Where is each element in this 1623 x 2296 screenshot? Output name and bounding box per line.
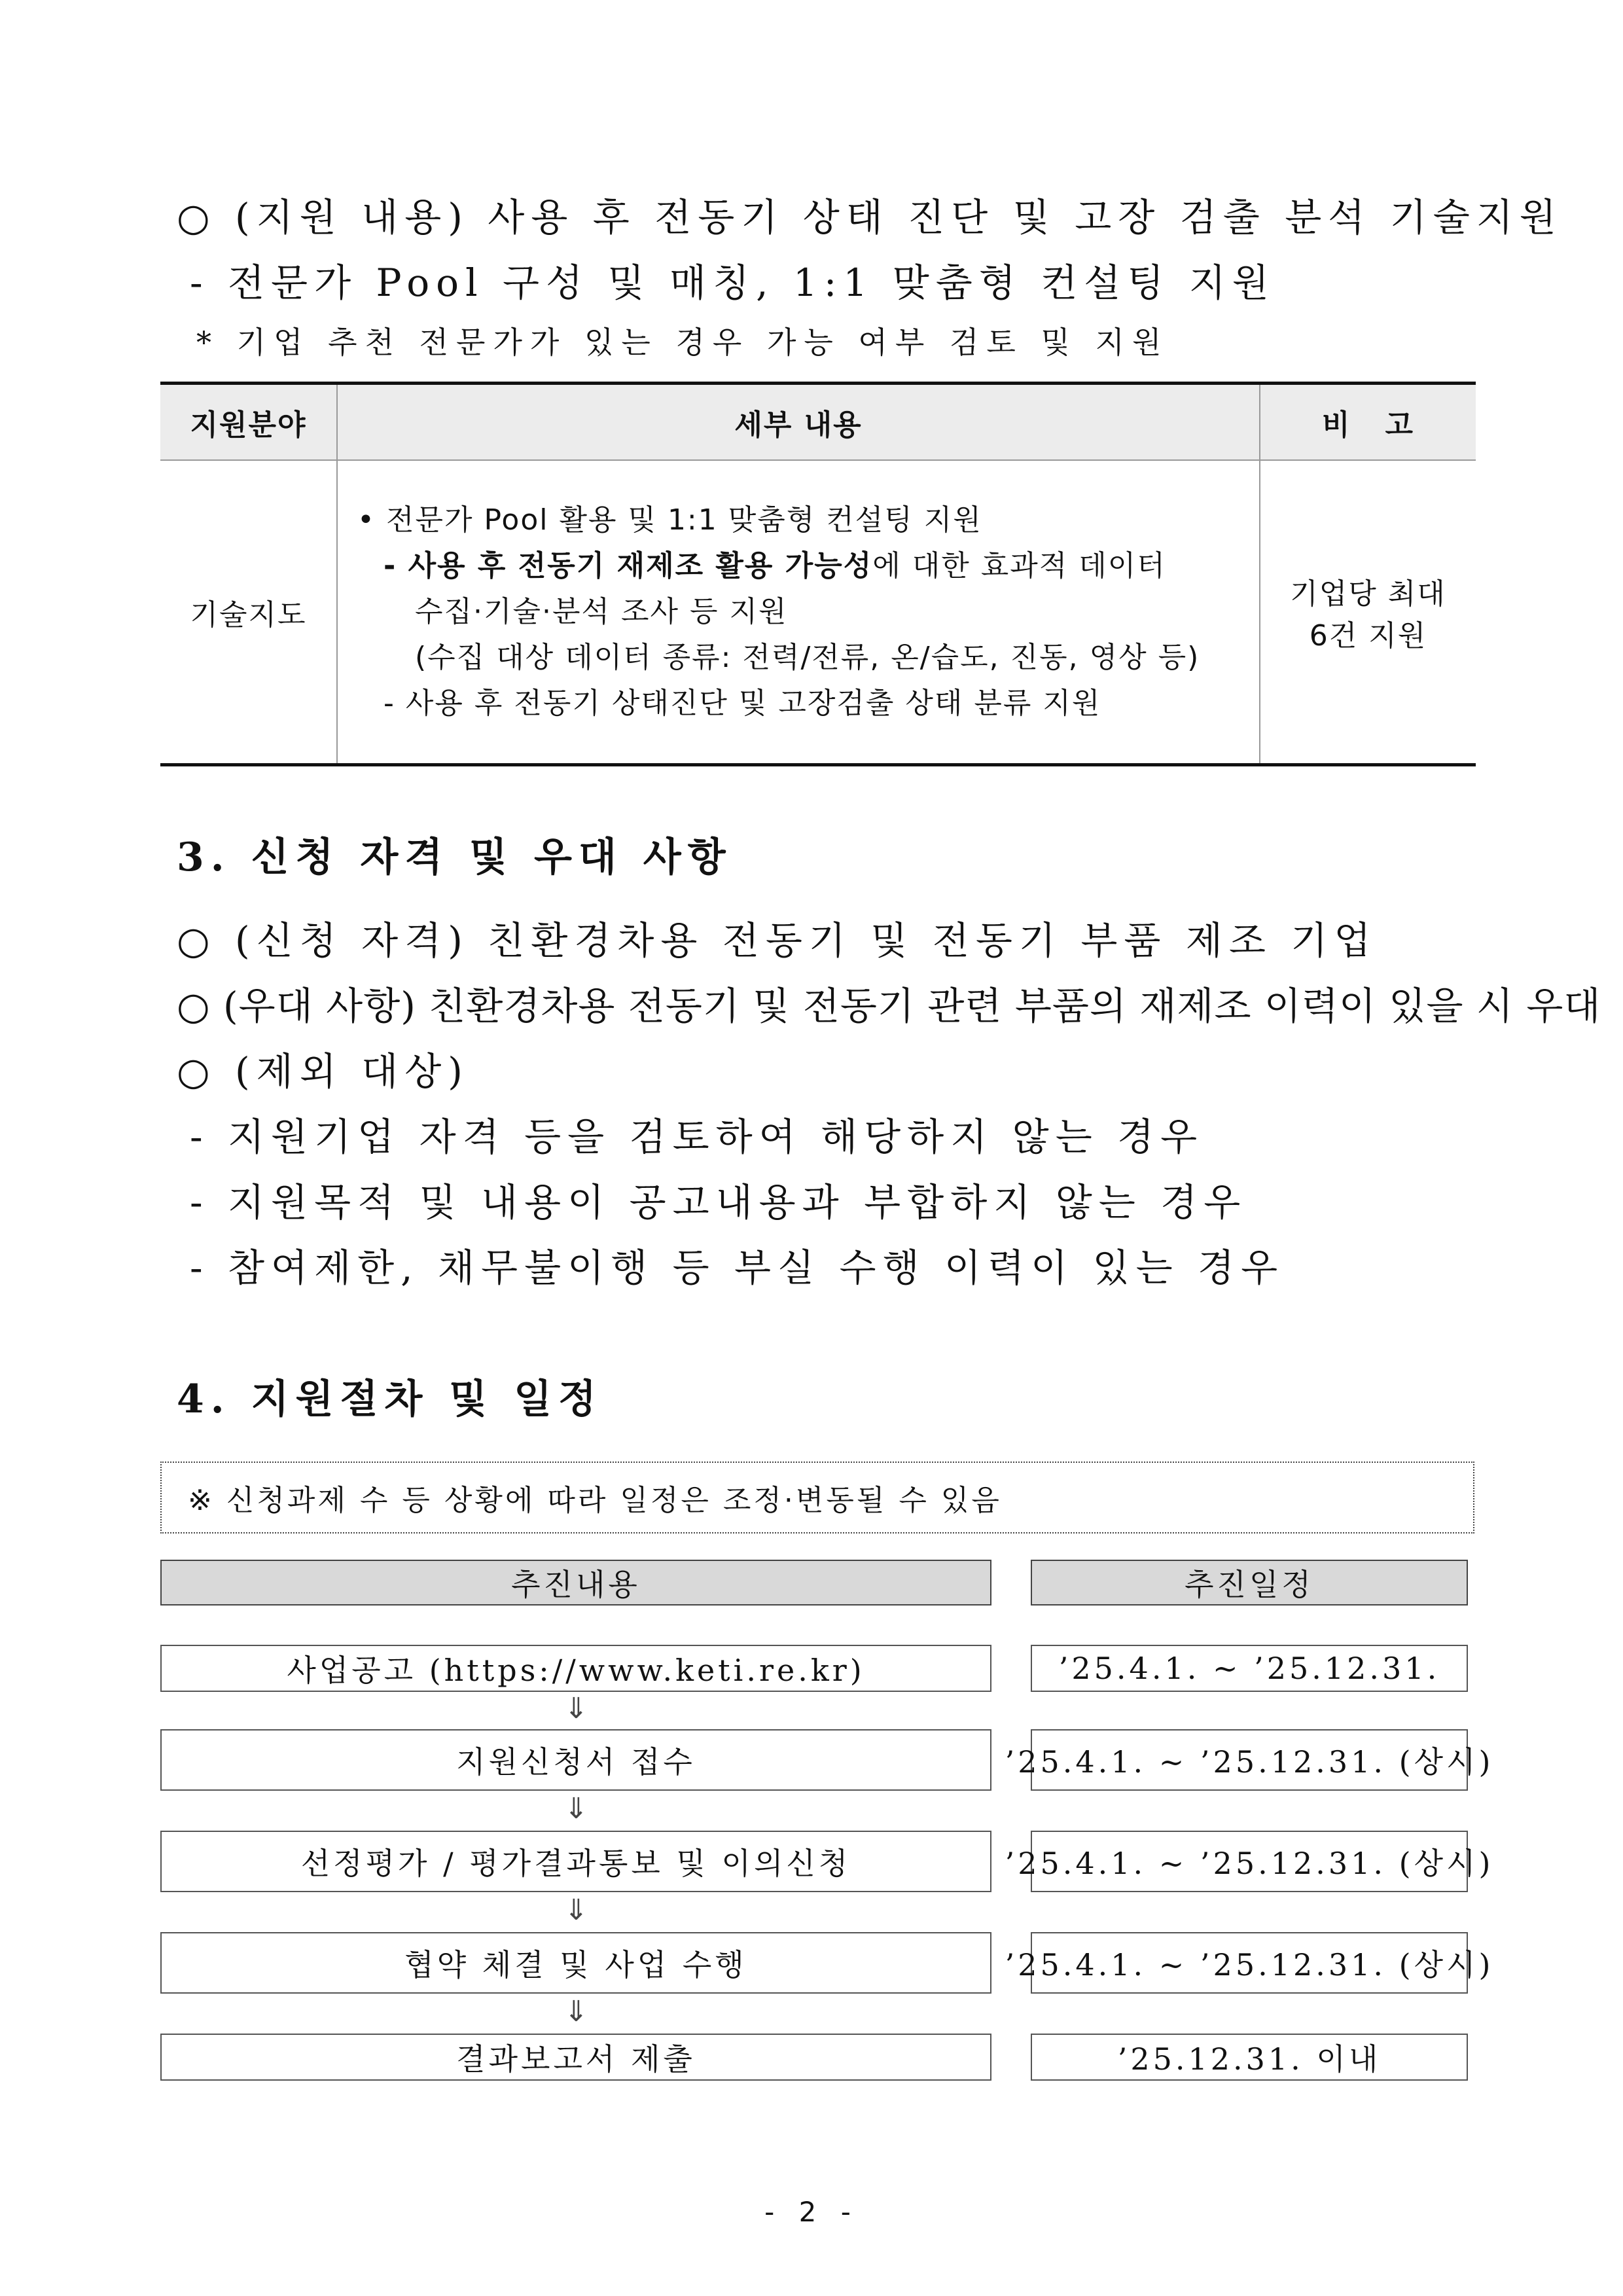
- step-content: 선정평가 / 평가결과통보 및 이의신청: [160, 1831, 991, 1892]
- header-remark: 비 고: [1260, 384, 1476, 461]
- step-schedule: ’25.4.1. ~ ’25.12.31. (상시): [1031, 1729, 1468, 1791]
- header-field: 지원분야: [160, 384, 337, 461]
- detail-dash1-rest: 에 대한 효과적 데이터: [872, 549, 1166, 583]
- detail-dash2: - 사용 후 전동기 상태진단 및 고장검출 상태 분류 지원: [383, 687, 1101, 720]
- step-schedule: ’25.12.31. 이내: [1031, 2034, 1468, 2081]
- down-arrow-icon: ⇓: [564, 1792, 588, 1825]
- remark-line2: 6건 지원: [1309, 619, 1427, 653]
- down-arrow-icon: ⇓: [564, 1995, 588, 2028]
- header-schedule: 추진일정: [1031, 1560, 1468, 1605]
- step-schedule: ’25.4.1. ~ ’25.12.31.: [1031, 1645, 1468, 1692]
- section3-item: ○ (제외 대상): [177, 1049, 469, 1094]
- detail-bullet: • 전문가 Pool 활용 및 1:1 맞춤형 컨설팅 지원: [357, 503, 982, 537]
- detail-dash1-bold: - 사용 후 전동기 재제조 활용 가능성: [383, 549, 873, 583]
- detail-dash1-paren: (수집 대상 데이터 종류: 전력/전류, 온/습도, 진동, 영상 등): [415, 641, 1200, 674]
- section3-item: - 참여제한, 채무불이행 등 부실 수행 이력이 있는 경우: [190, 1246, 1285, 1290]
- down-arrow-icon: ⇓: [564, 1692, 588, 1725]
- header-content: 추진내용: [160, 1560, 991, 1605]
- section4-title: 4. 지원절차 및 일정: [177, 1376, 603, 1422]
- section3-title: 3. 신청 자격 및 우대 사항: [177, 834, 732, 880]
- remark-line1: 기업당 최대: [1290, 577, 1446, 611]
- step-content: 사업공고 (https://www.keti.re.kr): [160, 1645, 991, 1692]
- page-number: - 2 -: [764, 2196, 859, 2228]
- step-schedule: ’25.4.1. ~ ’25.12.31. (상시): [1031, 1932, 1468, 1994]
- section3-item: ○ (우대 사항) 친환경차용 전동기 및 전동기 관련 부품의 재제조 이력이 있을 시 우대: [177, 984, 1601, 1028]
- section3-item: ○ (신청 자격) 친환경차용 전동기 및 전동기 부품 제조 기업: [177, 918, 1378, 963]
- schedule-notice: ※ 신청과제 수 등 상황에 따라 일정은 조정·변동될 수 있음: [160, 1462, 1474, 1534]
- detail-cell: [337, 460, 1260, 765]
- section3-item: - 지원목적 및 내용이 공고내용과 부합하지 않는 경우: [190, 1180, 1247, 1225]
- expert-note: * 기업 추천 전문가가 있는 경우 가능 여부 검토 및 지원: [196, 325, 1169, 360]
- step-content: 결과보고서 제출: [160, 2034, 991, 2081]
- down-arrow-icon: ⇓: [564, 1893, 588, 1927]
- detail-dash1: [357, 543, 1258, 589]
- section3-item: - 지원기업 자격 등을 검토하여 해당하지 않는 경우: [190, 1115, 1204, 1159]
- header-detail: 세부 내용: [337, 384, 1260, 461]
- step-content: 지원신청서 접수: [160, 1729, 991, 1791]
- field-cell: 기술지도: [160, 460, 337, 765]
- step-content: 협약 체결 및 사업 수행: [160, 1932, 991, 1994]
- detail-dash1-cont: 수집·기술·분석 조사 등 지원: [415, 595, 788, 628]
- step-schedule: ’25.4.1. ~ ’25.12.31. (상시): [1031, 1831, 1468, 1892]
- support-content-line: ○ (지원 내용) 사용 후 전동기 상태 진단 및 고장 검출 분석 기술지원: [177, 195, 1563, 240]
- remark-cell: [1260, 460, 1476, 765]
- support-table: [160, 382, 1476, 766]
- expert-pool-line: - 전문가 Pool 구성 및 매칭, 1:1 맞춤형 컨설팅 지원: [190, 260, 1275, 305]
